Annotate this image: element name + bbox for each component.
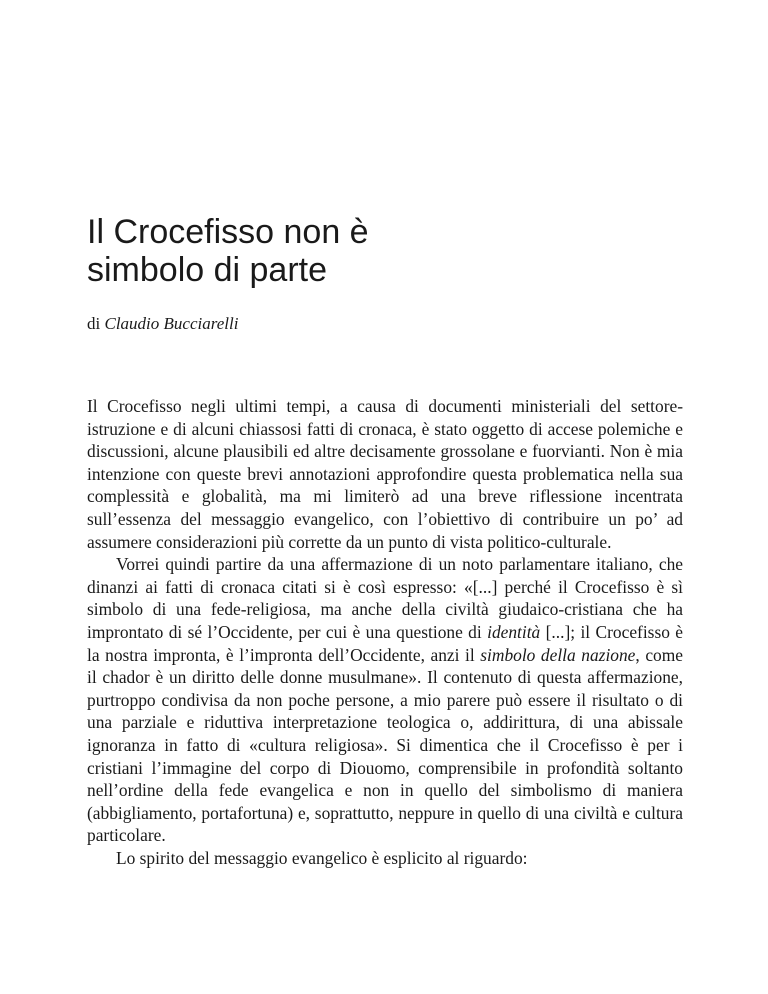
paragraph-2: [87, 553, 683, 847]
emphasis-identita: identità: [487, 621, 541, 642]
paragraph-2-part-c: , come il chador è un diritto delle donne musulmane». Il contenuto di questa affermazione, purtroppo condivisa da non poche persone, a mio parere può essere il risultato o di una parziale e riduttiva interpretazione teologica o, addirittura, di una abissale ignoranza in fatto di «cultura religiosa». Si dimentica che il Crocefisso è per i cristiani l’immagine del corpo di Diouomo, comprensibile in profondità soltanto nell’ordine della fede evangelica e non in quello del simbolismo di maniera (abbigliamento, portafortuna) e, soprattutto, neppure in quello di una civiltà e cultura particolare.: [87, 644, 683, 846]
paragraph-1: Il Crocefisso negli ultimi tempi, a causa di documenti ministeriali del settore-istruzione e di alcuni chiassosi fatti di cronaca, è stato oggetto di accese polemiche e discussioni, alcune plausibili ed altre decisamente grossolane e fuorvianti. Non è mia intenzione con queste brevi annotazioni approfondire questa problematica nella sua complessità e globalità, ma mi limiterò ad una breve riflessione incentrata sull’essenza del messaggio evangelico, con l’obiettivo di contribuire un po’ ad assumere considerazioni più corrette da un punto di vista politico-culturale.: [87, 396, 683, 552]
paragraph-2-part-b: [...]; il Crocefisso è la nostra impronta, è l’impronta dell’Occidente, anzi il: [87, 621, 684, 665]
author-name: Claudio Bucciarelli: [104, 314, 239, 333]
article-page: [87, 213, 683, 869]
paragraph-3: Lo spirito del messaggio evangelico è esplicito al riguardo:: [116, 847, 528, 868]
article-body: [87, 395, 683, 869]
emphasis-simbolo-nazione: simbolo della nazione: [480, 644, 636, 665]
byline-prefix: di: [87, 314, 105, 333]
title-line-2: simbolo di parte: [87, 251, 328, 289]
byline: [87, 313, 683, 335]
paragraph-2-part-a: Vorrei quindi partire da una affermazione di un noto parlamentare italiano, che dinanzi ai fatti di cronaca citati si è così espresso: «[...] perché il Crocefisso è sì simbolo di una fede-religiosa, ma anche della civiltà giudaico-cristiana che ha improntato di sé l’Occidente, per cui è una questione di: [87, 554, 683, 642]
title-line-1: Il Crocefisso non è: [87, 213, 369, 251]
article-title: [87, 213, 683, 289]
